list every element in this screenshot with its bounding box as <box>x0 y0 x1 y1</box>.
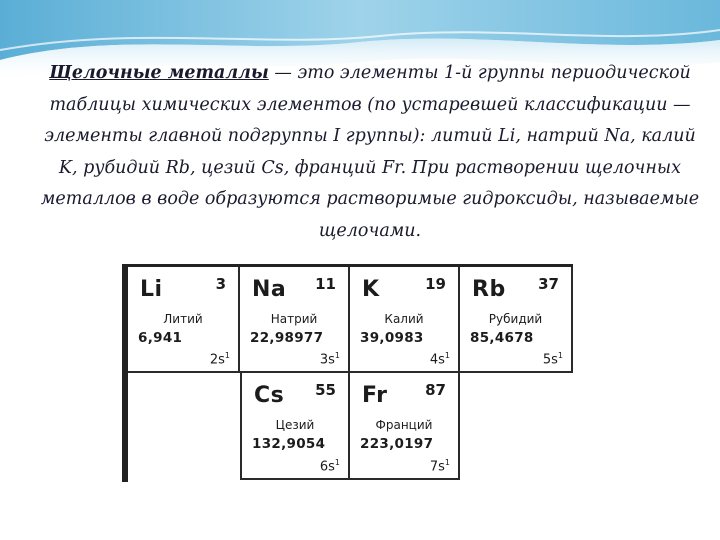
atomic-number: 55 <box>315 381 336 399</box>
element-name: Натрий <box>270 312 318 326</box>
definition-text: — это элементы 1-й группы периодической таблицы химических элементов (по устаревшей классификации — элементы главной подгруппы I группы): литий Li, натрий Na, калий K, рубидий Rb, цезий Cs, франций Fr. При растворении щелочных металлов в воде образуются растворимые гидроксиды, называемые щелочами. <box>40 63 700 241</box>
element-cell-cs <box>240 373 350 480</box>
term-alkali-metals: Щелочные металлы <box>49 63 269 83</box>
atomic-number: 11 <box>315 275 336 293</box>
atomic-mass: 85,4678 <box>470 330 534 346</box>
element-symbol: Fr <box>362 383 388 408</box>
element-cell-na <box>240 267 350 373</box>
atomic-mass: 223,0197 <box>360 436 434 452</box>
atomic-mass: 6,941 <box>138 330 183 346</box>
electron-config: $4s^1$ <box>429 350 450 367</box>
atomic-number: 37 <box>538 275 559 293</box>
element-name: Цезий <box>275 418 315 432</box>
electron-config: $7s^1$ <box>429 457 450 474</box>
element-name: Рубидий <box>488 312 543 326</box>
intro-paragraph <box>40 58 700 247</box>
element-name: Франций <box>375 418 433 432</box>
element-name: Литий <box>163 312 203 326</box>
electron-config: $6s^1$ <box>319 457 340 474</box>
element-cell-rb <box>460 267 573 373</box>
atomic-mass: 39,0983 <box>360 330 424 346</box>
atomic-mass: 22,98977 <box>250 330 324 346</box>
element-symbol: K <box>362 277 380 302</box>
element-symbol: Rb <box>472 277 506 302</box>
element-cell-k <box>350 267 460 373</box>
atomic-number: 87 <box>425 381 446 399</box>
electron-config: $2s^1$ <box>209 350 230 367</box>
element-name: Калий <box>384 312 424 326</box>
atomic-mass: 132,9054 <box>252 436 326 452</box>
atomic-number: 19 <box>425 275 446 293</box>
periodic-table-excerpt <box>122 264 573 482</box>
element-cell-fr <box>350 373 460 480</box>
electron-config: $3s^1$ <box>319 350 340 367</box>
element-cell-li <box>128 267 240 373</box>
electron-config: $5s^1$ <box>542 350 563 367</box>
element-symbol: Li <box>140 277 163 302</box>
element-symbol: Cs <box>254 383 285 408</box>
element-symbol: Na <box>252 277 287 302</box>
atomic-number: 3 <box>215 275 226 293</box>
